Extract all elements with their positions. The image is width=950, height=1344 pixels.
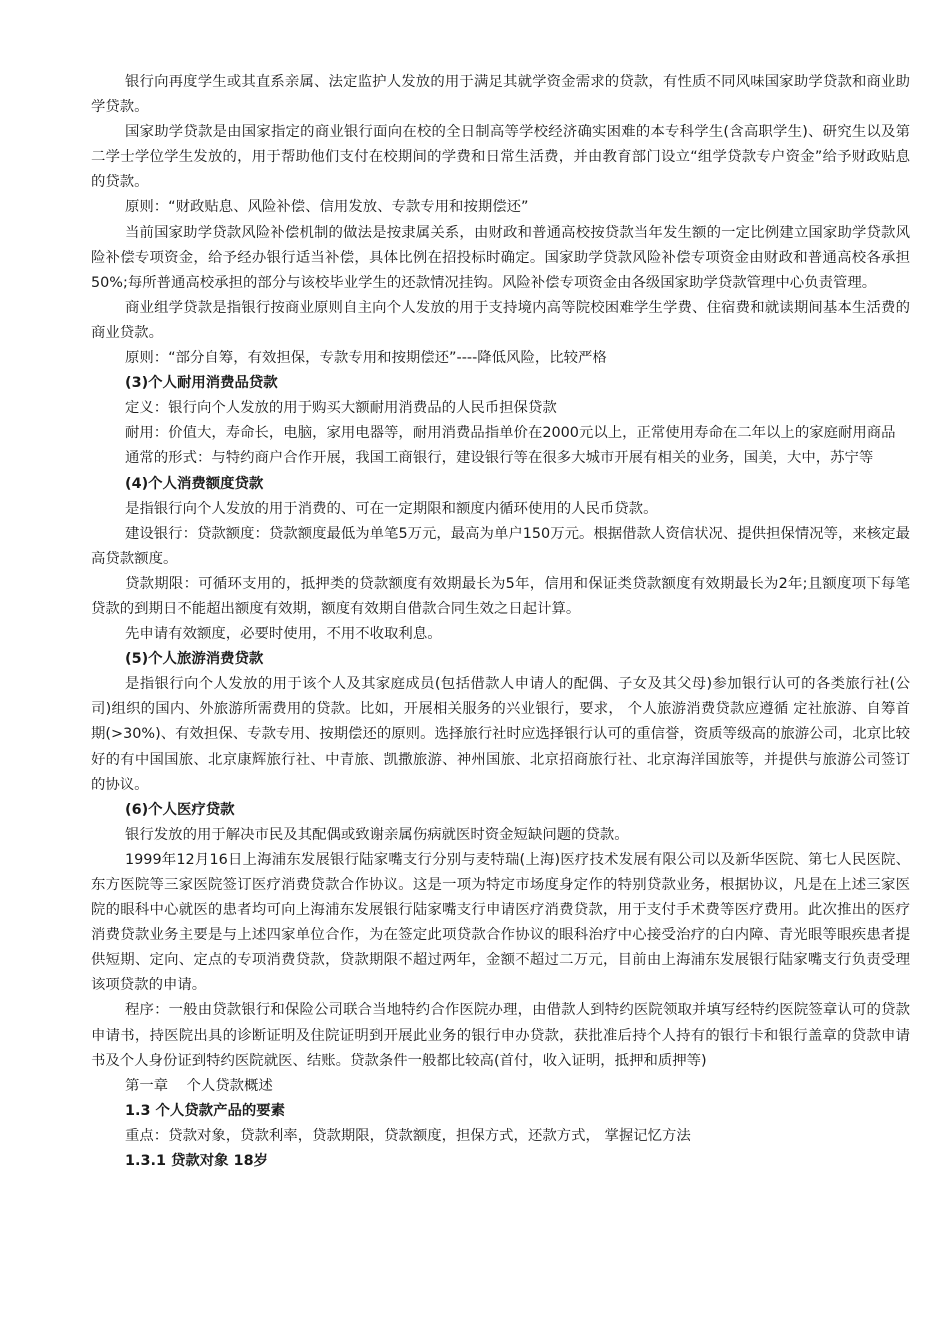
paragraph-key-points: 重点：贷款对象，贷款利率，贷款期限，贷款额度，担保方式，还款方式， 掌握记忆方法 [125,1127,691,1144]
paragraph-durable-goods-form: 通常的形式：与特约商户合作开展，我国工商银行，建设银行等在很多大城市开展有相关的业务，国美，大中，苏宁等 [125,450,874,467]
chapter-title: 第一章 个人贷款概述 [125,1077,273,1094]
section-heading-consumer-credit-line: (4)个人消费额度贷款 [125,475,264,492]
paragraph-credit-line-term: 贷款期限：可循环支用的，抵押类的贷款额度有效期最长为5年，信用和保证类贷款额度有效期最长为2年;且额度项下每笔贷款的到期日不能超出额度有效期，额度有效期自借款合同生效之日起计算。 [91,575,910,617]
paragraph-durable-goods-meaning: 耐用：价值大，寿命长，电脑，家用电器等，耐用消费品指单价在2000元以上，正常使用寿命在二年以上的家庭耐用商品 [125,425,896,442]
paragraph-commercial-student-loan: 商业组学贷款是指银行按商业原则自主向个人发放的用于支持境内高等院校困难学生学费、住宿费和就读期间基本生活费的商业贷款。 [91,299,910,341]
paragraph-medical-loan-procedure: 程序：一般由贷款银行和保险公司联合当地特约合作医院办理，由借款人到特约医院领取并填写经特约医院签章认可的贷款申请书，持医院出具的诊断证明及住院证明到开展此业务的银行申办贷款，获批准后持个人持有的银行卡和银行盖章的贷款申请书及个人身份证到特约医院就医、结账。贷款条件一般都比较高(首付，收入证明，抵押和质押等) [91,1002,910,1069]
paragraph-travel-loan-definition: 是指银行向个人发放的用于该个人及其家庭成员(包括借款人申请人的配偶、子女及其父母)参加银行认可的各类旅行社(公司)组织的国内、外旅游所需费用的贷款。比如，开展相关服务的兴业银行，要求， 个人旅游消费贷款应遵循 定社旅游、自筹首期(>30%)、有效担保、专款专用、按期偿还的原则。选择旅行社时应选择银行认可的重信誉，资质等级高的旅游公司，北京比较好的有中国国旅、北京康辉旅行社、中青旅、凯撒旅游、神州国旅、北京招商旅行社、北京海洋国旅等，并提供与旅游公司签订的协议。 [91,676,910,793]
section-heading-loan-object: 1.3.1 贷款对象 18岁 [125,1153,268,1170]
paragraph-national-student-loan: 国家助学贷款是由国家指定的商业银行面向在校的全日制高等学校经济确实困难的本专科学生(含高职学生)、研究生以及第二学士学位学生发放的，用于帮助他们支付在校期间的学费和日常生活费，并由教育部门设立“组学贷款专户资金”给予财政贴息的贷款。 [91,124,910,191]
paragraph-credit-line-definition: 是指银行向个人发放的用于消费的、可在一定期限和额度内循环使用的人民币贷款。 [125,500,658,517]
paragraph-credit-line-usage: 先申请有效额度，必要时使用，不用不收取利息。 [125,626,442,643]
paragraph-national-loan-principle: 原则：“财政贴息、风险补偿、信用发放、专款专用和按期偿还” [125,199,529,216]
paragraph-medical-loan-definition: 银行发放的用于解决市民及其配偶或致谢亲属伤病就医时资金短缺问题的贷款。 [125,826,629,843]
section-heading-medical-loan: (6)个人医疗贷款 [125,801,235,818]
section-heading-durable-goods-loan: (3)个人耐用消费品贷款 [125,375,278,392]
section-heading-travel-loan: (5)个人旅游消费贷款 [125,651,264,668]
paragraph-risk-compensation: 当前国家助学贷款风险补偿机制的做法是按隶属关系，由财政和普通高校按贷款当年发生额的一定比例建立国家助学贷款风险补偿专项资金，给予经办银行适当补偿，具体比例在招投标时确定。国家助学贷款风险补偿专项资金由财政和普通高校各承担50%;每所普通高校承担的部分与该校毕业学生的还款情况挂钩。风险补偿专项资金由各级国家助学贷款管理中心负责管理。 [91,224,910,291]
paragraph-commercial-loan-principle: 原则：“部分自筹，有效担保，专款专用和按期偿还”----降低风险，比较严格 [125,350,607,367]
paragraph-medical-loan-example: 1999年12月16日上海浦东发展银行陆家嘴支行分别与麦特瑞(上海)医疗技术发展有限公司以及新华医院、第七人民医院、东方医院等三家医院签订医疗消费贷款合作协议。这是一项为特定市场度身定作的特别贷款业务，根据协议，凡是在上述三家医院的眼科中心就医的患者均可向上海浦东发展银行陆家嘴支行申请医疗消费贷款，用于支付手术费等医疗费用。此次推出的医疗消费贷款业务主要是与上述四家单位合作，为在签定此项贷款合作协议的眼科治疗中心接受治疗的白内障、青光眼等眼疾患者提供短期、定向、定点的专项消费贷款，贷款期限不超过两年，金额不超过二万元，目前由上海浦东发展银行陆家嘴支行负责受理该项贷款的申请。 [91,851,910,994]
section-heading-loan-product-elements: 1.3 个人贷款产品的要素 [125,1102,286,1119]
paragraph-durable-goods-definition: 定义：银行向个人发放的用于购买大额耐用消费品的人民币担保贷款 [125,400,557,417]
paragraph-student-loan-definition: 银行向再度学生或其直系亲属、法定监护人发放的用于满足其就学资金需求的贷款，有性质不同风味国家助学贷款和商业助学贷款。 [91,74,910,116]
paragraph-ccb-credit-amount: 建设银行：贷款额度：贷款额度最低为单笔5万元，最高为单户150万元。根据借款人资信状况、提供担保情况等，来核定最高贷款额度。 [91,525,910,567]
